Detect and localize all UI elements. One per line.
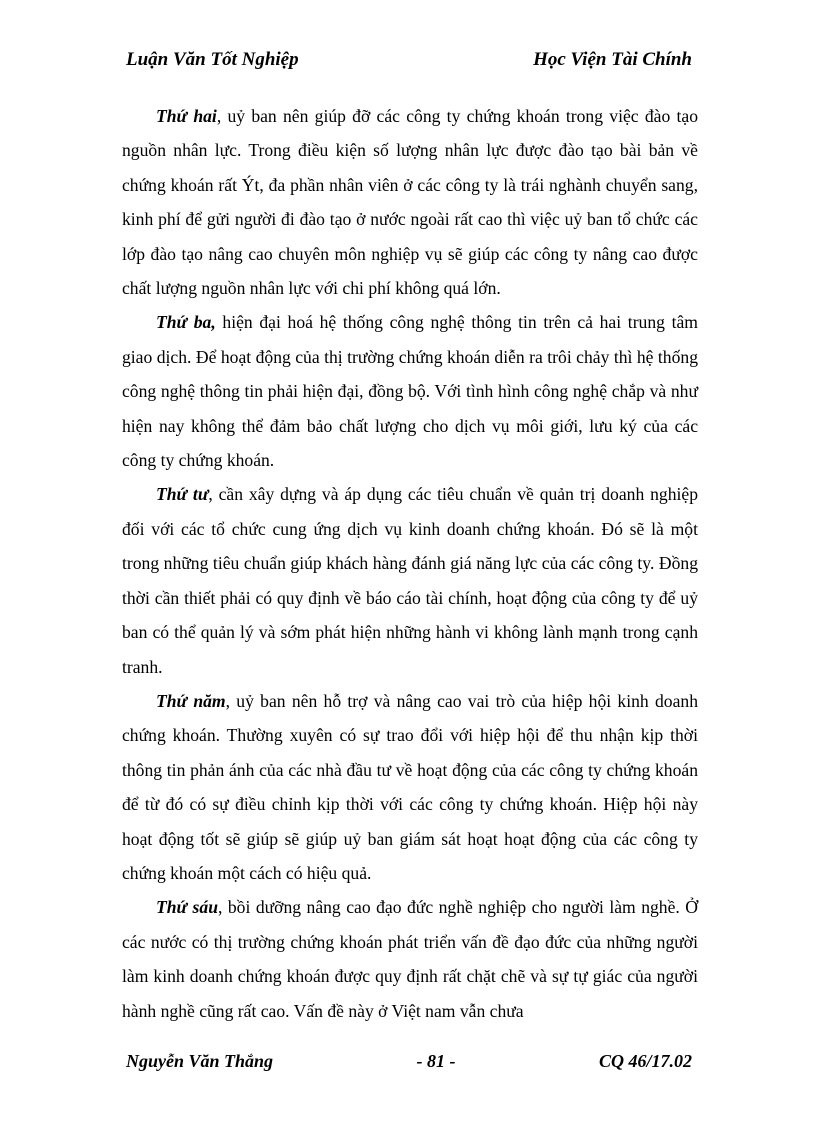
paragraph-lead: Thứ hai: [156, 106, 217, 126]
paragraph: [122, 305, 698, 477]
paragraph-lead: Thứ năm: [156, 690, 226, 711]
paragraph-lead: Thứ tư: [156, 484, 209, 505]
paragraph-text: , uỷ ban nên hỗ trợ và nâng cao vai trò của hiệp hội kinh doanh chứng khoán. Thường xuyên có sự trao đổi với hiệp hội để thu nhận kịp thời thông tin phản ánh của các nhà đầu tư về hoạt động của các công ty chứng khoán để từ đó có sự điều chỉnh kịp thời với các công ty chứng khoán. Hiệp hội này hoạt động tốt sẽ giúp sẽ giúp uỷ ban giám sát hoạt hoạt động của các công ty chứng khoán một cách có hiệu quả.: [122, 690, 698, 883]
paragraph-text: , uỷ ban nên giúp đỡ các công ty chứng khoán trong việc đào tạo nguồn nhân lực. Trong điều kiện số lượng nhân lực được đào tạo bài bản về chứng khoán rất Ýt, đa phần nhân viên ở các công ty là trái nghành chuyển sang, kinh phí để gửi người đi đào tạo ở nước ngoài rất cao thì việc uỷ ban tổ chức các lớp đào tạo nâng cao chuyên môn nghiệp vụ sẽ giúp các công ty nâng cao được chất lượng nguồn nhân lực với chi phí không quá lớn.: [122, 106, 698, 299]
paragraph-text: , bồi dưỡng nâng cao đạo đức nghề nghiệp cho người làm nghề. Ở các nước có thị trường chứng khoán phát triển vấn đề đạo đức của những người làm kinh doanh chứng khoán được quy định rất chặt chẽ và sự tự giác của người hành nghề cũng rất cao. Vấn đề này ở Việt nam vẫn chưa: [122, 897, 698, 1021]
paragraph-text: , cần xây dựng và áp dụng các tiêu chuẩn về quản trị doanh nghiệp đối với các tổ chức cung ứng dịch vụ kinh doanh chứng khoán. Đó sẽ là một trong những tiêu chuẩn giúp khách hàng đánh giá năng lực của các công ty. Đồng thời cần thiết phải có quy định về báo cáo tài chính, hoạt động của công ty để uỷ ban có thể quản lý và sớm phát hiện những hành vi không lành mạnh trong cạnh tranh.: [122, 484, 698, 677]
footer-class-code: CQ 46/17.02: [598, 1051, 692, 1071]
page-number: - 81 -: [416, 1051, 456, 1071]
footer-author: Nguyễn Văn Thắng: [126, 1051, 274, 1071]
paragraph: [122, 477, 698, 683]
page-header: [126, 48, 692, 72]
paragraph: [122, 684, 698, 890]
paragraph: [122, 890, 698, 1028]
paragraph-text: hiện đại hoá hệ thống công nghệ thông tin trên cả hai trung tâm giao dịch. Để hoạt động của thị trường chứng khoán diễn ra trôi chảy thì hệ thống công nghệ thông tin phải hiện đại, đồng bộ. Với tình hình công nghệ chắp và như hiện nay không thể đảm bảo chất lượng cho dịch vụ môi giới, lưu ký của các công ty chứng khoán.: [122, 312, 698, 471]
header-thesis-title: Luận Văn Tốt Nghiệp: [126, 49, 299, 70]
page-footer: [126, 1049, 692, 1073]
paragraph-lead: Thứ sáu: [156, 897, 218, 918]
header-institution: Học Viện Tài Chính: [533, 49, 692, 70]
paragraph: [122, 99, 698, 305]
body-text: [122, 99, 698, 1028]
paragraph-lead: Thứ ba,: [156, 312, 216, 333]
